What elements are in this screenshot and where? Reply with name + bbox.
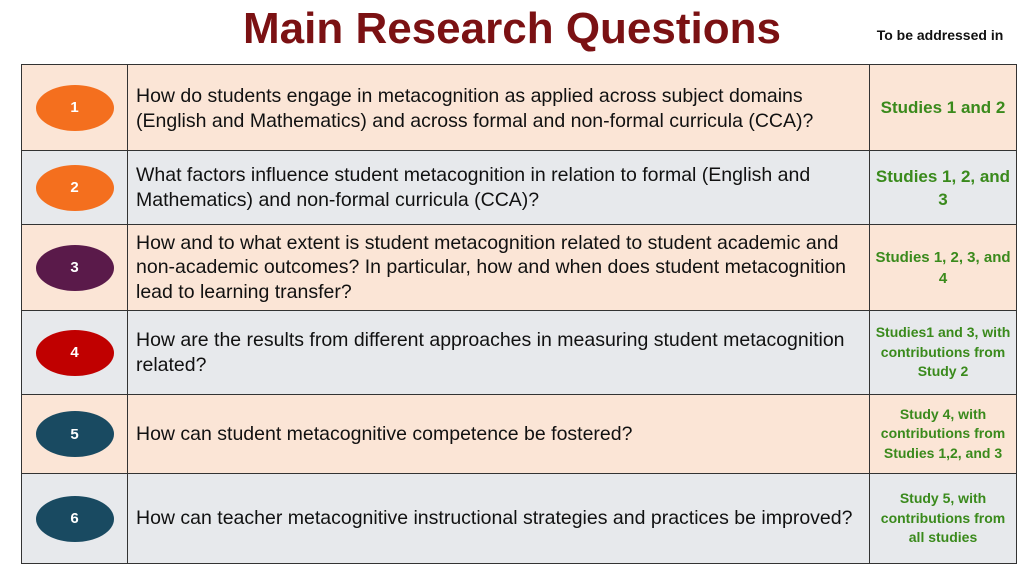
number-cell [22,151,128,225]
studies-text: Studies 1 and 2 [880,98,1006,117]
number-cell [22,311,128,395]
question-text: How and to what extent is student metacognition related to student academic and non-academic outcomes? In particular, how and when does student metacognition lead to learning transfer? [136,231,847,303]
table-row [22,474,1017,564]
number-badge: 5 [36,411,114,457]
studies-text: Studies 1, 2, and 3 [875,166,1011,209]
number-badge: 3 [36,245,114,291]
studies-text: Studies 1, 2, 3, and 4 [875,248,1011,287]
number-cell [22,225,128,311]
table-row [22,311,1017,395]
number-cell [22,65,128,151]
number-cell [22,395,128,474]
number-cell [22,474,128,564]
research-questions-table [21,64,1017,564]
page-title: Main Research Questions [243,4,781,53]
question-text: How do students engage in metacognition as applied across subject domains (English and Mathematics) and across formal and non-formal curricula (CCA)? [136,85,814,132]
question-text: How can student metacognitive competence be fostered? [136,422,633,445]
column-header: To be addressed in [876,27,1004,43]
number-badge: 2 [36,165,114,211]
studies-text: Studies1 and 3, with contributions from Study 2 [875,324,1011,380]
studies-text: Study 4, with contributions from Studies 1,2, and 3 [880,405,1006,461]
number-badge: 6 [36,496,114,542]
table-row [22,65,1017,151]
number-badge: 1 [36,85,114,131]
table-row [22,225,1017,311]
question-text: How can teacher metacognitive instructional strategies and practices be improved? [136,507,853,530]
studies-text: Study 5, with contributions from all studies [880,490,1006,546]
question-text: What factors influence student metacognition in relation to formal (English and Mathematics) and non-formal curricula (CCA)? [136,164,811,211]
number-badge: 4 [36,330,114,376]
table-row [22,395,1017,474]
table-row [22,151,1017,225]
question-text: How are the results from different approaches in measuring student metacognition related? [136,329,845,376]
